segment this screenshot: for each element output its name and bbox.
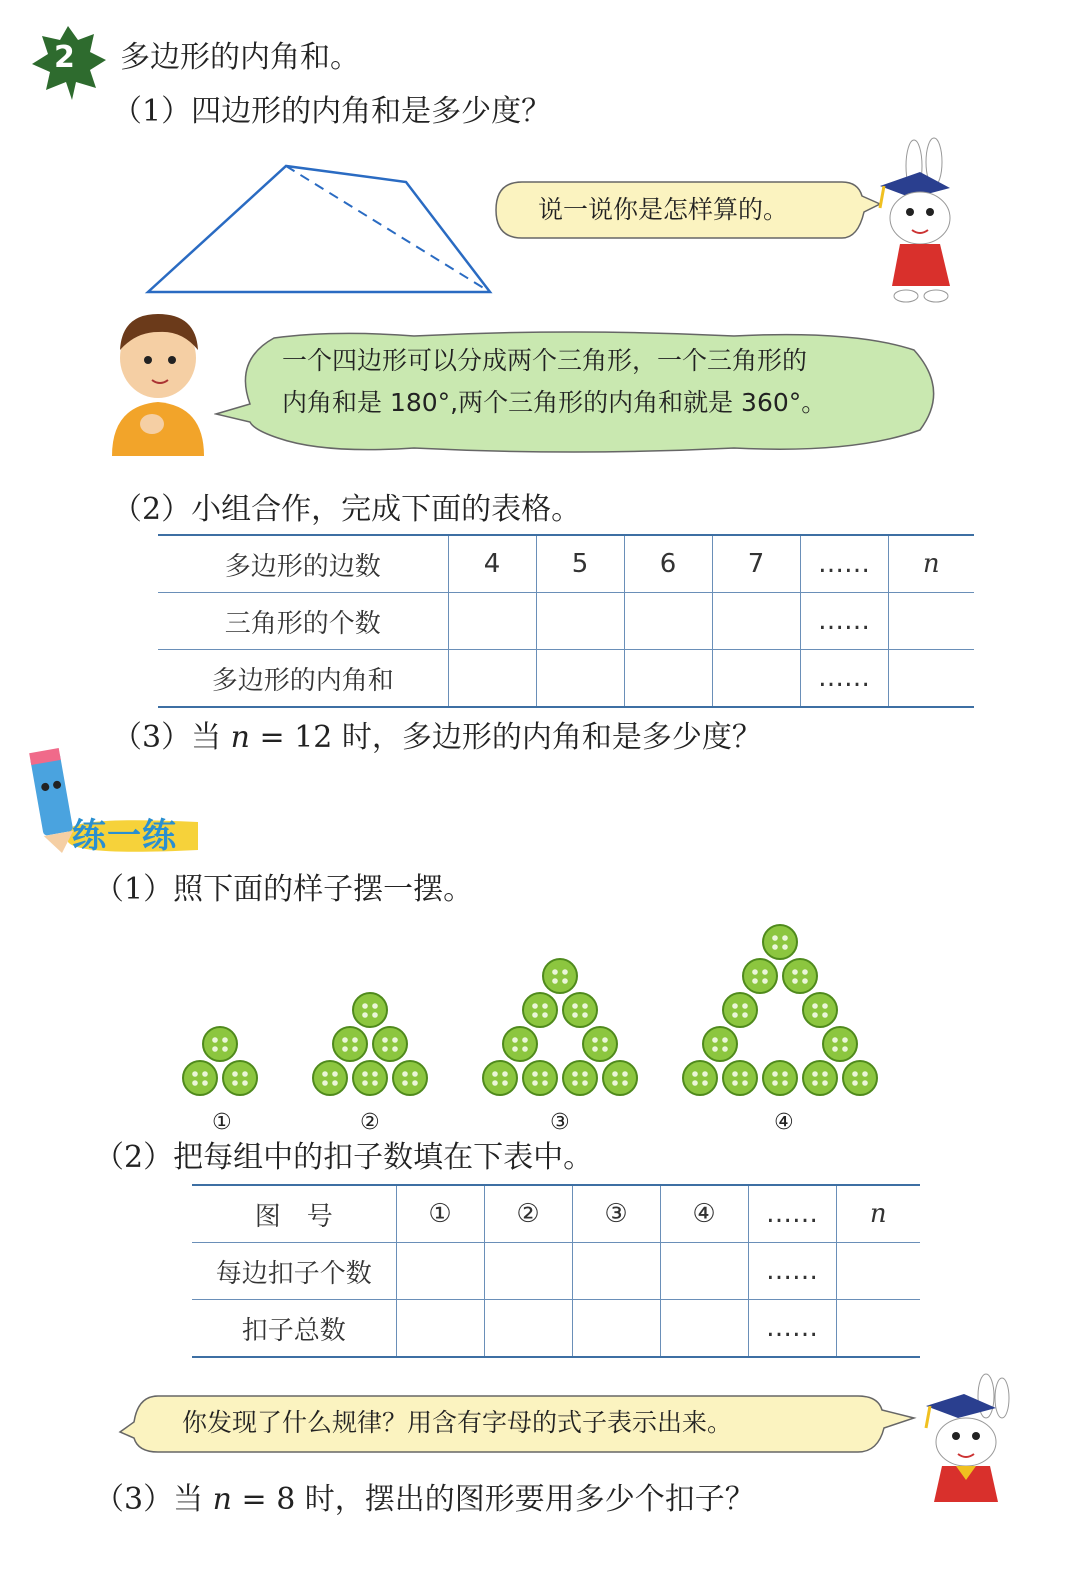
quadrilateral-figure bbox=[140, 160, 500, 300]
section-number: 2 bbox=[54, 40, 75, 75]
button-icon bbox=[803, 993, 837, 1027]
table-cell: …… bbox=[748, 1185, 836, 1243]
question-1-label: （1） bbox=[112, 94, 192, 129]
button-icon bbox=[783, 959, 817, 993]
table-row bbox=[192, 1300, 920, 1358]
button-icon bbox=[223, 1061, 257, 1095]
table-cell[interactable] bbox=[484, 1243, 572, 1300]
rabbit-character-icon bbox=[916, 1370, 1016, 1510]
polygon-angle-table bbox=[158, 534, 974, 708]
question-3 bbox=[112, 720, 762, 756]
table-cell[interactable] bbox=[536, 593, 624, 650]
row-header: 三角形的个数 bbox=[158, 593, 448, 650]
button-icon bbox=[483, 1061, 517, 1095]
button-icon bbox=[313, 1061, 347, 1095]
table-cell[interactable] bbox=[712, 650, 800, 708]
question-3-var: n bbox=[230, 720, 250, 755]
table-cell: …… bbox=[748, 1243, 836, 1300]
practice-2-text: 把每组中的扣子数填在下表中。 bbox=[173, 1140, 594, 1175]
button-icon bbox=[683, 1061, 717, 1095]
row-header: 每边扣子个数 bbox=[192, 1243, 396, 1300]
table-cell[interactable] bbox=[888, 593, 974, 650]
question-2-text: 小组合作，完成下面的表格。 bbox=[191, 492, 582, 527]
table-cell: ① bbox=[396, 1185, 484, 1243]
button-icon bbox=[583, 1027, 617, 1061]
question-3-post: = 12 时，多边形的内角和是多少度？ bbox=[259, 720, 762, 755]
table-cell[interactable] bbox=[572, 1300, 660, 1358]
table-row bbox=[158, 650, 974, 708]
table-cell: …… bbox=[748, 1300, 836, 1358]
table-cell[interactable] bbox=[836, 1243, 920, 1300]
table-cell[interactable] bbox=[572, 1243, 660, 1300]
question-1 bbox=[112, 94, 551, 130]
question-2 bbox=[112, 492, 581, 528]
button-icon bbox=[563, 993, 597, 1027]
button-icon bbox=[723, 993, 757, 1027]
table-row bbox=[158, 593, 974, 650]
button-icon bbox=[353, 1061, 387, 1095]
row-header: 图 号 bbox=[192, 1185, 396, 1243]
button-icon bbox=[763, 925, 797, 959]
button-icon bbox=[203, 1027, 237, 1061]
rabbit-character-icon bbox=[872, 136, 972, 304]
table-cell[interactable] bbox=[484, 1300, 572, 1358]
figure-label: ② bbox=[360, 1110, 380, 1135]
button-icon bbox=[723, 1061, 757, 1095]
table-cell: …… bbox=[800, 650, 888, 708]
button-icon bbox=[743, 959, 777, 993]
table-cell[interactable] bbox=[836, 1300, 920, 1358]
practice-2-label: （2） bbox=[94, 1140, 174, 1175]
table-cell: …… bbox=[800, 593, 888, 650]
button-icon bbox=[503, 1027, 537, 1061]
button-triangles-figure bbox=[170, 918, 890, 1100]
table-cell[interactable] bbox=[396, 1243, 484, 1300]
practice-3 bbox=[94, 1482, 755, 1518]
boy-bubble-line-2: 内角和是 180°,两个三角形的内角和就是 360°。 bbox=[282, 388, 827, 417]
table-cell: 4 bbox=[448, 535, 536, 593]
button-count-table bbox=[192, 1184, 920, 1358]
table-cell[interactable] bbox=[888, 650, 974, 708]
button-icon bbox=[603, 1061, 637, 1095]
table-cell[interactable] bbox=[396, 1300, 484, 1358]
table-cell[interactable] bbox=[660, 1243, 748, 1300]
table-cell: 5 bbox=[536, 535, 624, 593]
button-icon bbox=[803, 1061, 837, 1095]
button-icon bbox=[823, 1027, 857, 1061]
row-header: 多边形的边数 bbox=[158, 535, 448, 593]
question-1-text: 四边形的内角和是多少度？ bbox=[191, 94, 552, 129]
boy-bubble-line-1: 一个四边形可以分成两个三角形，一个三角形的 bbox=[282, 346, 808, 375]
table-row bbox=[158, 535, 974, 593]
table-cell: 6 bbox=[624, 535, 712, 593]
practice-3-label: （3） bbox=[94, 1482, 174, 1517]
button-icon bbox=[333, 1027, 367, 1061]
practice-1 bbox=[94, 872, 473, 908]
table-row bbox=[192, 1185, 920, 1243]
question-3-label: （3） bbox=[112, 720, 192, 755]
figure-label: ④ bbox=[774, 1110, 794, 1135]
button-icon bbox=[563, 1061, 597, 1095]
table-cell: ③ bbox=[572, 1185, 660, 1243]
practice-3-var: n bbox=[212, 1482, 232, 1517]
row-header: 扣子总数 bbox=[192, 1300, 396, 1358]
table-row bbox=[192, 1243, 920, 1300]
section-title: 多边形的内角和。 bbox=[120, 40, 360, 75]
table-cell[interactable] bbox=[712, 593, 800, 650]
practice-1-text: 照下面的样子摆一摆。 bbox=[173, 872, 474, 907]
table-cell: n bbox=[836, 1185, 920, 1243]
question-3-pre: 当 bbox=[191, 720, 222, 755]
table-cell: n bbox=[888, 535, 974, 593]
button-icon bbox=[373, 1027, 407, 1061]
button-icon bbox=[183, 1061, 217, 1095]
rabbit-bubble-1-text: 说一说你是怎样算的。 bbox=[538, 195, 789, 224]
practice-2 bbox=[94, 1140, 593, 1176]
button-icon bbox=[393, 1061, 427, 1095]
button-icon bbox=[353, 993, 387, 1027]
row-header: 多边形的内角和 bbox=[158, 650, 448, 708]
button-icon bbox=[843, 1061, 877, 1095]
button-icon bbox=[763, 1061, 797, 1095]
button-icon bbox=[543, 959, 577, 993]
table-cell: …… bbox=[800, 535, 888, 593]
question-2-label: （2） bbox=[112, 492, 192, 527]
button-icon bbox=[523, 993, 557, 1027]
figure-label: ③ bbox=[550, 1110, 570, 1135]
table-cell[interactable] bbox=[448, 593, 536, 650]
button-icon bbox=[523, 1061, 557, 1095]
practice-3-pre: 当 bbox=[173, 1482, 204, 1517]
button-icon bbox=[703, 1027, 737, 1061]
table-cell: ② bbox=[484, 1185, 572, 1243]
rabbit-bubble-2-text: 你发现了什么规律？用含有字母的式子表示出来。 bbox=[182, 1408, 733, 1437]
table-cell: ④ bbox=[660, 1185, 748, 1243]
table-cell[interactable] bbox=[624, 650, 712, 708]
practice-title: 练一练 bbox=[72, 816, 177, 856]
boy-character-icon bbox=[102, 306, 214, 456]
table-cell[interactable] bbox=[448, 650, 536, 708]
table-cell[interactable] bbox=[536, 650, 624, 708]
table-cell: 7 bbox=[712, 535, 800, 593]
table-cell[interactable] bbox=[660, 1300, 748, 1358]
figure-label: ① bbox=[212, 1110, 232, 1135]
table-cell[interactable] bbox=[624, 593, 712, 650]
practice-3-post: = 8 时，摆出的图形要用多少个扣子？ bbox=[241, 1482, 755, 1517]
practice-1-label: （1） bbox=[94, 872, 174, 907]
